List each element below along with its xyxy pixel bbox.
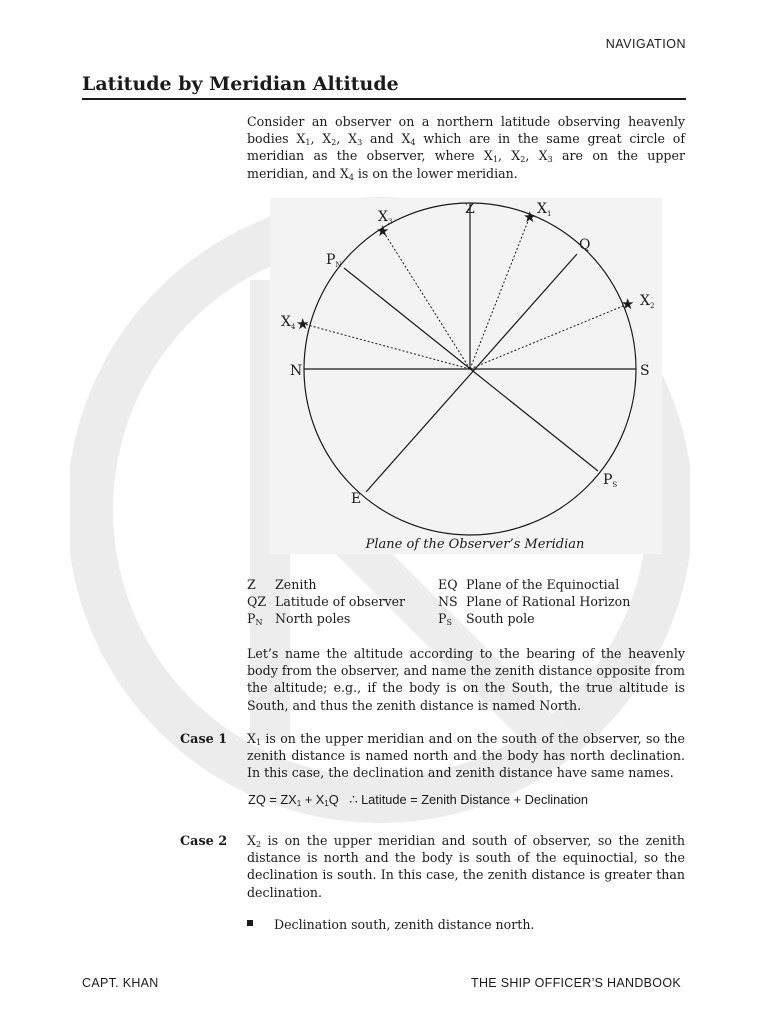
- legend-left: [247, 576, 405, 627]
- label-z: Z: [465, 201, 475, 217]
- label-x3: $X_3$: [378, 209, 393, 226]
- case2-label: Case 2: [180, 834, 228, 849]
- star-x4-icon: ★: [296, 315, 310, 333]
- label-x1: $X_1$: [537, 201, 552, 218]
- page-title: Latitude by Meridian Altitude: [82, 73, 399, 95]
- star-x2-icon: ★: [621, 295, 635, 313]
- equinoctial-line: [366, 254, 577, 492]
- legend-item: $P_S$ South pole: [438, 611, 535, 627]
- legend-right: [438, 576, 630, 627]
- case1-label: Case 1: [180, 732, 228, 747]
- label-ps: $P_S$: [603, 472, 618, 489]
- legend-item: NS Plane of Rational Horizon: [438, 594, 631, 609]
- x4-line: [304, 324, 470, 369]
- label-e: E: [351, 491, 362, 507]
- naming-paragraph: Let’s name the altitude according to the bearing of the heavenly body from the observer, and name the zenith distance opposite from the altitude; e.g., if the body is on the South, the true altitude is South, and thus the zenith distance is named North.: [247, 646, 685, 713]
- figure-caption: Plane of the Observer’s Meridian: [365, 537, 585, 552]
- case1-paragraph: $X_1$ is on the upper meridian and on the south of the observer, so the zenith distance is named north and the body has north declination. In this case, the declination and zenith distance have same names.: [247, 731, 685, 781]
- latitude-formula: ZQ = $ZX_1 + X_1Q$ ∴ Latitude = Zenith Distance + Declination: [248, 792, 588, 808]
- label-x4: $X_4$: [281, 314, 296, 331]
- x1-line: [470, 216, 530, 369]
- label-pn: $P_N$: [326, 252, 342, 269]
- star-x3-icon: ★: [376, 222, 390, 240]
- legend-item: EQ Plane of the Equinoctial: [438, 577, 620, 592]
- label-n: N: [290, 363, 303, 379]
- label-q: Q: [579, 237, 591, 253]
- header-section-title: NAVIGATION: [605, 37, 686, 51]
- bullet-square-icon: [247, 920, 253, 926]
- x3-line: [383, 231, 470, 369]
- footer-book-title: THE SHIP OFFICER’S HANDBOOK: [471, 976, 681, 990]
- intro-paragraph: Consider an observer on a northern latitude observing heavenly bodies $X_1$, $X_2$, $X_3$ and $X_4$ which are in the same great circle of meridian as the observer, where $X_1$, $X_2$, $X_3$ are on the upper meridian, and $X_4$ is on the lower meridian.: [247, 114, 685, 182]
- label-x2: $X_2$: [640, 293, 655, 310]
- x2-line: [470, 304, 628, 369]
- footer-author: CAPT. KHAN: [82, 976, 159, 990]
- legend-item: $P_N$ North poles: [247, 611, 351, 627]
- star-x1-icon: ★: [523, 208, 537, 226]
- legend-item: Z Zenith: [247, 577, 317, 592]
- case2-paragraph: $X_2$ is on the upper meridian and south of observer, so the zenith distance is north and the body is south of the equinoctial, so the declination is south. In this case, the zenith distance is greater than declination.: [247, 833, 685, 900]
- legend-item: QZ Latitude of observer: [247, 594, 406, 609]
- label-s: S: [640, 363, 650, 379]
- bullet-item: Declination south, zenith distance north.: [274, 917, 535, 932]
